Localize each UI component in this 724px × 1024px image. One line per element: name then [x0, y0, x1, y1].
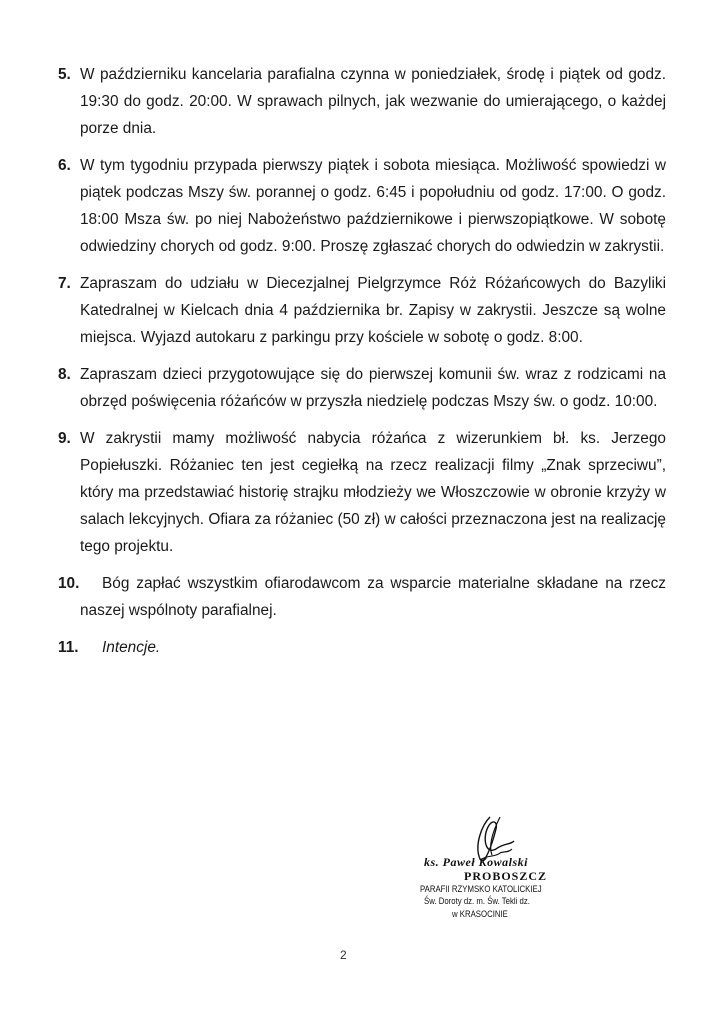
item-text: Zapraszam dzieci przygotowujące się do pierwszej komunii św. wraz z rodzicami na obrzęd poświęcenia różańców w przyszła niedzielę podczas Mszy św. o godz. 10:00.: [80, 366, 666, 410]
item-number: 11.: [58, 639, 79, 656]
item-text: W zakrystii mamy możliwość nabycia różańca z wizerunkiem bł. ks. Jerzego Popiełuszki. Różaniec ten jest cegiełką na rzecz realizacji filmy „Znak sprzeciwu”, który ma przedstawiać historię strajku młodzieży we Włoszczowie w obronie krzyży w salach lekcyjnych. Ofiara za różaniec (50 zł) w całości przeznaczona jest na realizację tego projektu.: [80, 430, 666, 555]
item-number: 8.: [58, 366, 71, 383]
stamp-line-parish: PARAFII RZYMSKO KATOLICKIEJ: [420, 884, 542, 895]
announcement-item-10: [58, 570, 666, 624]
announcement-item-5: [58, 61, 666, 142]
priest-title: PROBOSZCZ: [464, 869, 548, 883]
stamp-line-patrons: Św. Doroty dz. m. Św. Tekli dz.: [424, 896, 530, 907]
item-text: W tym tygodniu przypada pierwszy piątek i sobota miesiąca. Możliwość spowiedzi w piątek podczas Mszy św. porannej o godz. 6:45 i popołudniu od godz. 17:00. O godz. 18:00 Msza św. po niej Nabożeństwo październikowe i pierwszopiątkowe. W sobotę odwiedziny chorych od godz. 9:00. Proszę zgłaszać chorych do odwiedzin w zakrystii.: [80, 157, 666, 255]
announcement-item-9: [58, 425, 666, 560]
item-number: 9.: [58, 430, 71, 447]
item-number: 7.: [58, 275, 71, 292]
stamp-line-location: w KRASOCINIE: [452, 909, 508, 920]
announcement-item-8: [58, 361, 666, 415]
announcement-list: [58, 61, 666, 671]
item-text: Intencje.: [102, 639, 161, 656]
item-text: W październiku kancelaria parafialna czynna w poniedziałek, środę i piątek od godz. 19:30 do godz. 20:00. W sprawach pilnych, jak wezwanie do umierającego, o każdej porze dnia.: [80, 66, 666, 137]
announcement-item-11: [58, 634, 666, 661]
item-text: Bóg zapłać wszystkim ofiarodawcom za wsparcie materialne składane na rzecz naszej wspólnoty parafialnej.: [80, 575, 666, 619]
priest-name: ks. Paweł Kowalski: [424, 855, 529, 869]
announcement-item-6: [58, 152, 666, 260]
item-number: 10.: [58, 575, 80, 592]
item-text: Zapraszam do udziału w Diecezjalnej Pielgrzymce Róż Różańcowych do Bazyliki Katedralnej w Kielcach dnia 4 października br. Zapisy w zakrystii. Jeszcze są wolne miejsca. Wyjazd autokaru z parkingu przy kościele w sobotę o godz. 8:00.: [80, 275, 666, 346]
parish-stamp-signature: [412, 815, 592, 930]
item-number: 6.: [58, 157, 71, 174]
announcement-item-7: [58, 270, 666, 351]
page-number: 2: [340, 948, 347, 962]
item-number: 5.: [58, 66, 71, 83]
